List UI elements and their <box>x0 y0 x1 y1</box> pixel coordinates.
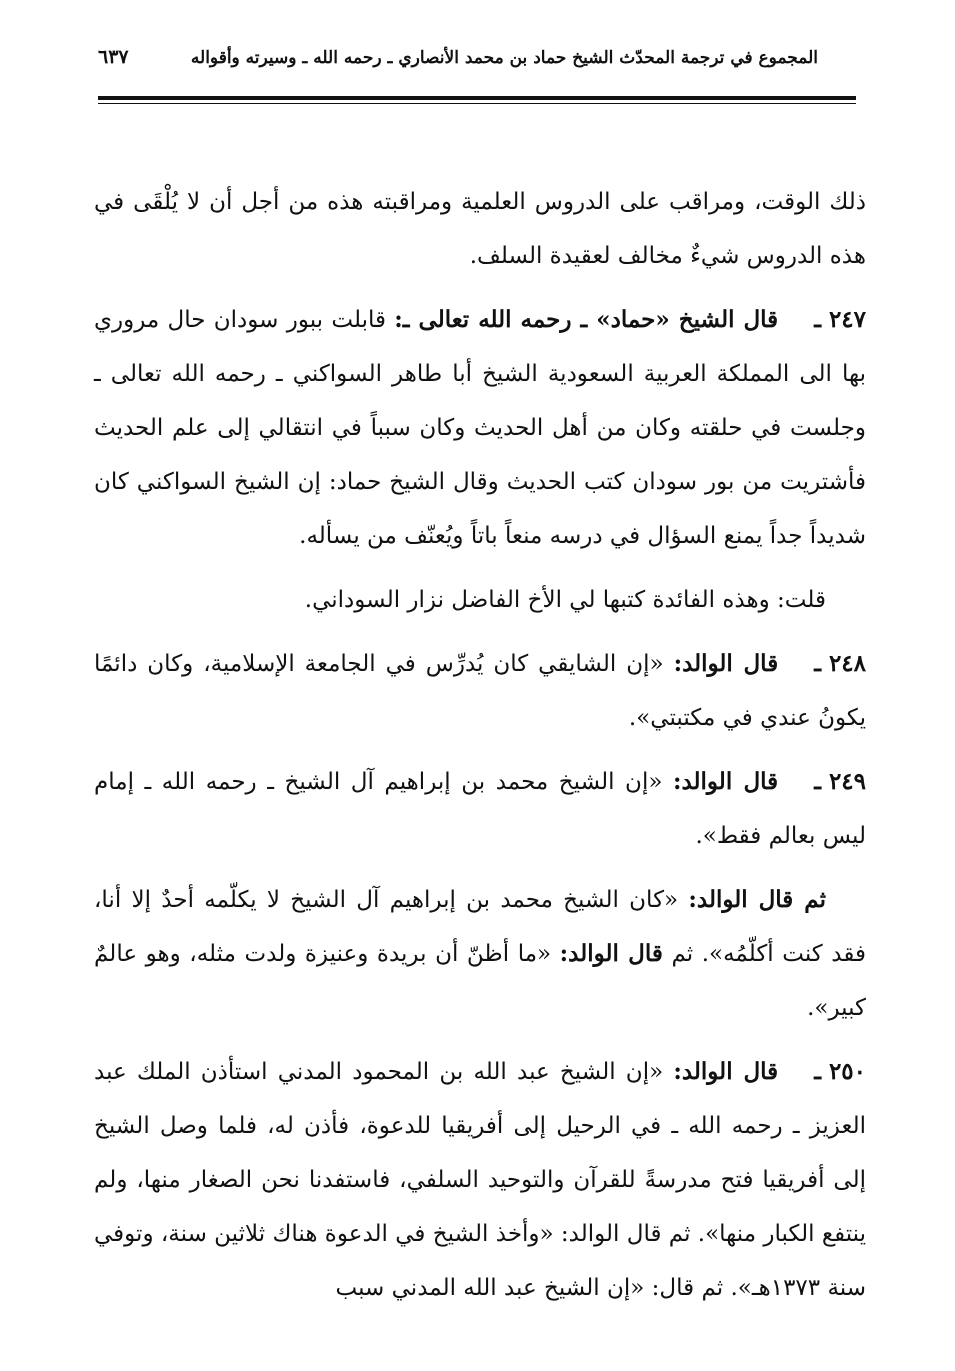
entry-text: «إن الشايقي كان يُدرِّس في الجامعة الإسلامية، وكان دائمًا يكونُ عندي في مكتبتي». <box>94 651 866 731</box>
entry-lead: قال الوالد: <box>673 650 779 677</box>
header-rule-thin <box>98 103 856 104</box>
entry-lead: قال الشيخ «حماد» ـ رحمه الله تعالى ـ: <box>394 306 779 333</box>
entry-number: ٢٤٩ ـ <box>814 768 866 795</box>
followup-paragraph <box>94 873 866 1035</box>
note-paragraph <box>94 573 866 627</box>
followup-text-2: «ما أظنّ أن بريدة وعنيزة ولدت مثله، وهو عالمٌ كبير». <box>94 941 866 1021</box>
paragraph-text: ذلك الوقت، ومراقب على الدروس العلمية ومراقبته هذه من أجل أن لا يُلْقَى في هذه الدروس شيءٌ مخالف لعقيدة السلف. <box>94 189 866 269</box>
running-title: المجموع في ترجمة المحدّث الشيخ حماد بن محمد الأنصاري ـ رحمه الله ـ وسيرته وأقواله <box>190 48 818 68</box>
entry-lead: قال الوالد: <box>672 768 779 795</box>
paragraph-continuation <box>94 175 866 283</box>
entry-text: قابلت ببور سودان حال مروري بها الى المملكة العربية السعودية الشيخ أبا طاهر السواكني ـ رحمه الله تعالى ـ وجلست في حلقته وكان من أهل الحديث وكان سبباً في انتقالي إلى علم الحديث فأشتريت من بور سودان كتب الحديث وقال الشيخ حماد: إن الشيخ السواكني كان شديداً جداً يمنع السؤال في درسه منعاً باتاً ويُعنّف من يسأله. <box>94 307 866 549</box>
followup-text-1: «كان الشيخ محمد بن إبراهيم آل الشيخ لا يكلّمه أحدٌ إلا أنا، فقد كنت أكلّمُه». ثم <box>94 887 866 967</box>
page-header <box>98 40 858 80</box>
note-text: قلت: وهذه الفائدة كتبها لي الأخ الفاضل نزار السوداني. <box>304 587 826 613</box>
entry-lead: قال الوالد: <box>673 1058 779 1085</box>
followup-lead: ثم قال الوالد: <box>688 886 826 913</box>
page-number: ٦٣٧ <box>98 46 129 68</box>
page-body <box>94 175 866 1325</box>
entry-number: ٢٤٨ ـ <box>814 650 866 677</box>
entry-text: «إن الشيخ محمد بن إبراهيم آل الشيخ ـ رحمه الله ـ إمام ليس بعالم فقط». <box>94 769 866 849</box>
entry-249 <box>94 755 866 863</box>
entry-number: ٢٥٠ ـ <box>814 1058 866 1085</box>
entry-number: ٢٤٧ ـ <box>814 306 866 333</box>
entry-247 <box>94 293 866 563</box>
header-rule-thick <box>98 96 856 100</box>
entry-248 <box>94 637 866 745</box>
entry-text: «إن الشيخ عبد الله بن المحمود المدني استأذن الملك عبد العزيز ـ رحمه الله ـ في الرحيل إلى أفريقيا للدعوة، فأذن له، فلما وصل الشيخ إلى أفريقيا فتح مدرسةً للقرآن والتوحيد السلفي، فاستفدنا نحن الصغار منها، ولم ينتفع الكبار منها». ثم قال الوالد: «وأخذ الشيخ في الدعوة هناك ثلاثين سنة، وتوفي سنة ١٣٧٣هـ». ثم قال: «إن الشيخ عبد الله المدني سبب <box>94 1059 866 1301</box>
followup-lead-2: قال الوالد: <box>559 940 663 967</box>
entry-250 <box>94 1045 866 1315</box>
